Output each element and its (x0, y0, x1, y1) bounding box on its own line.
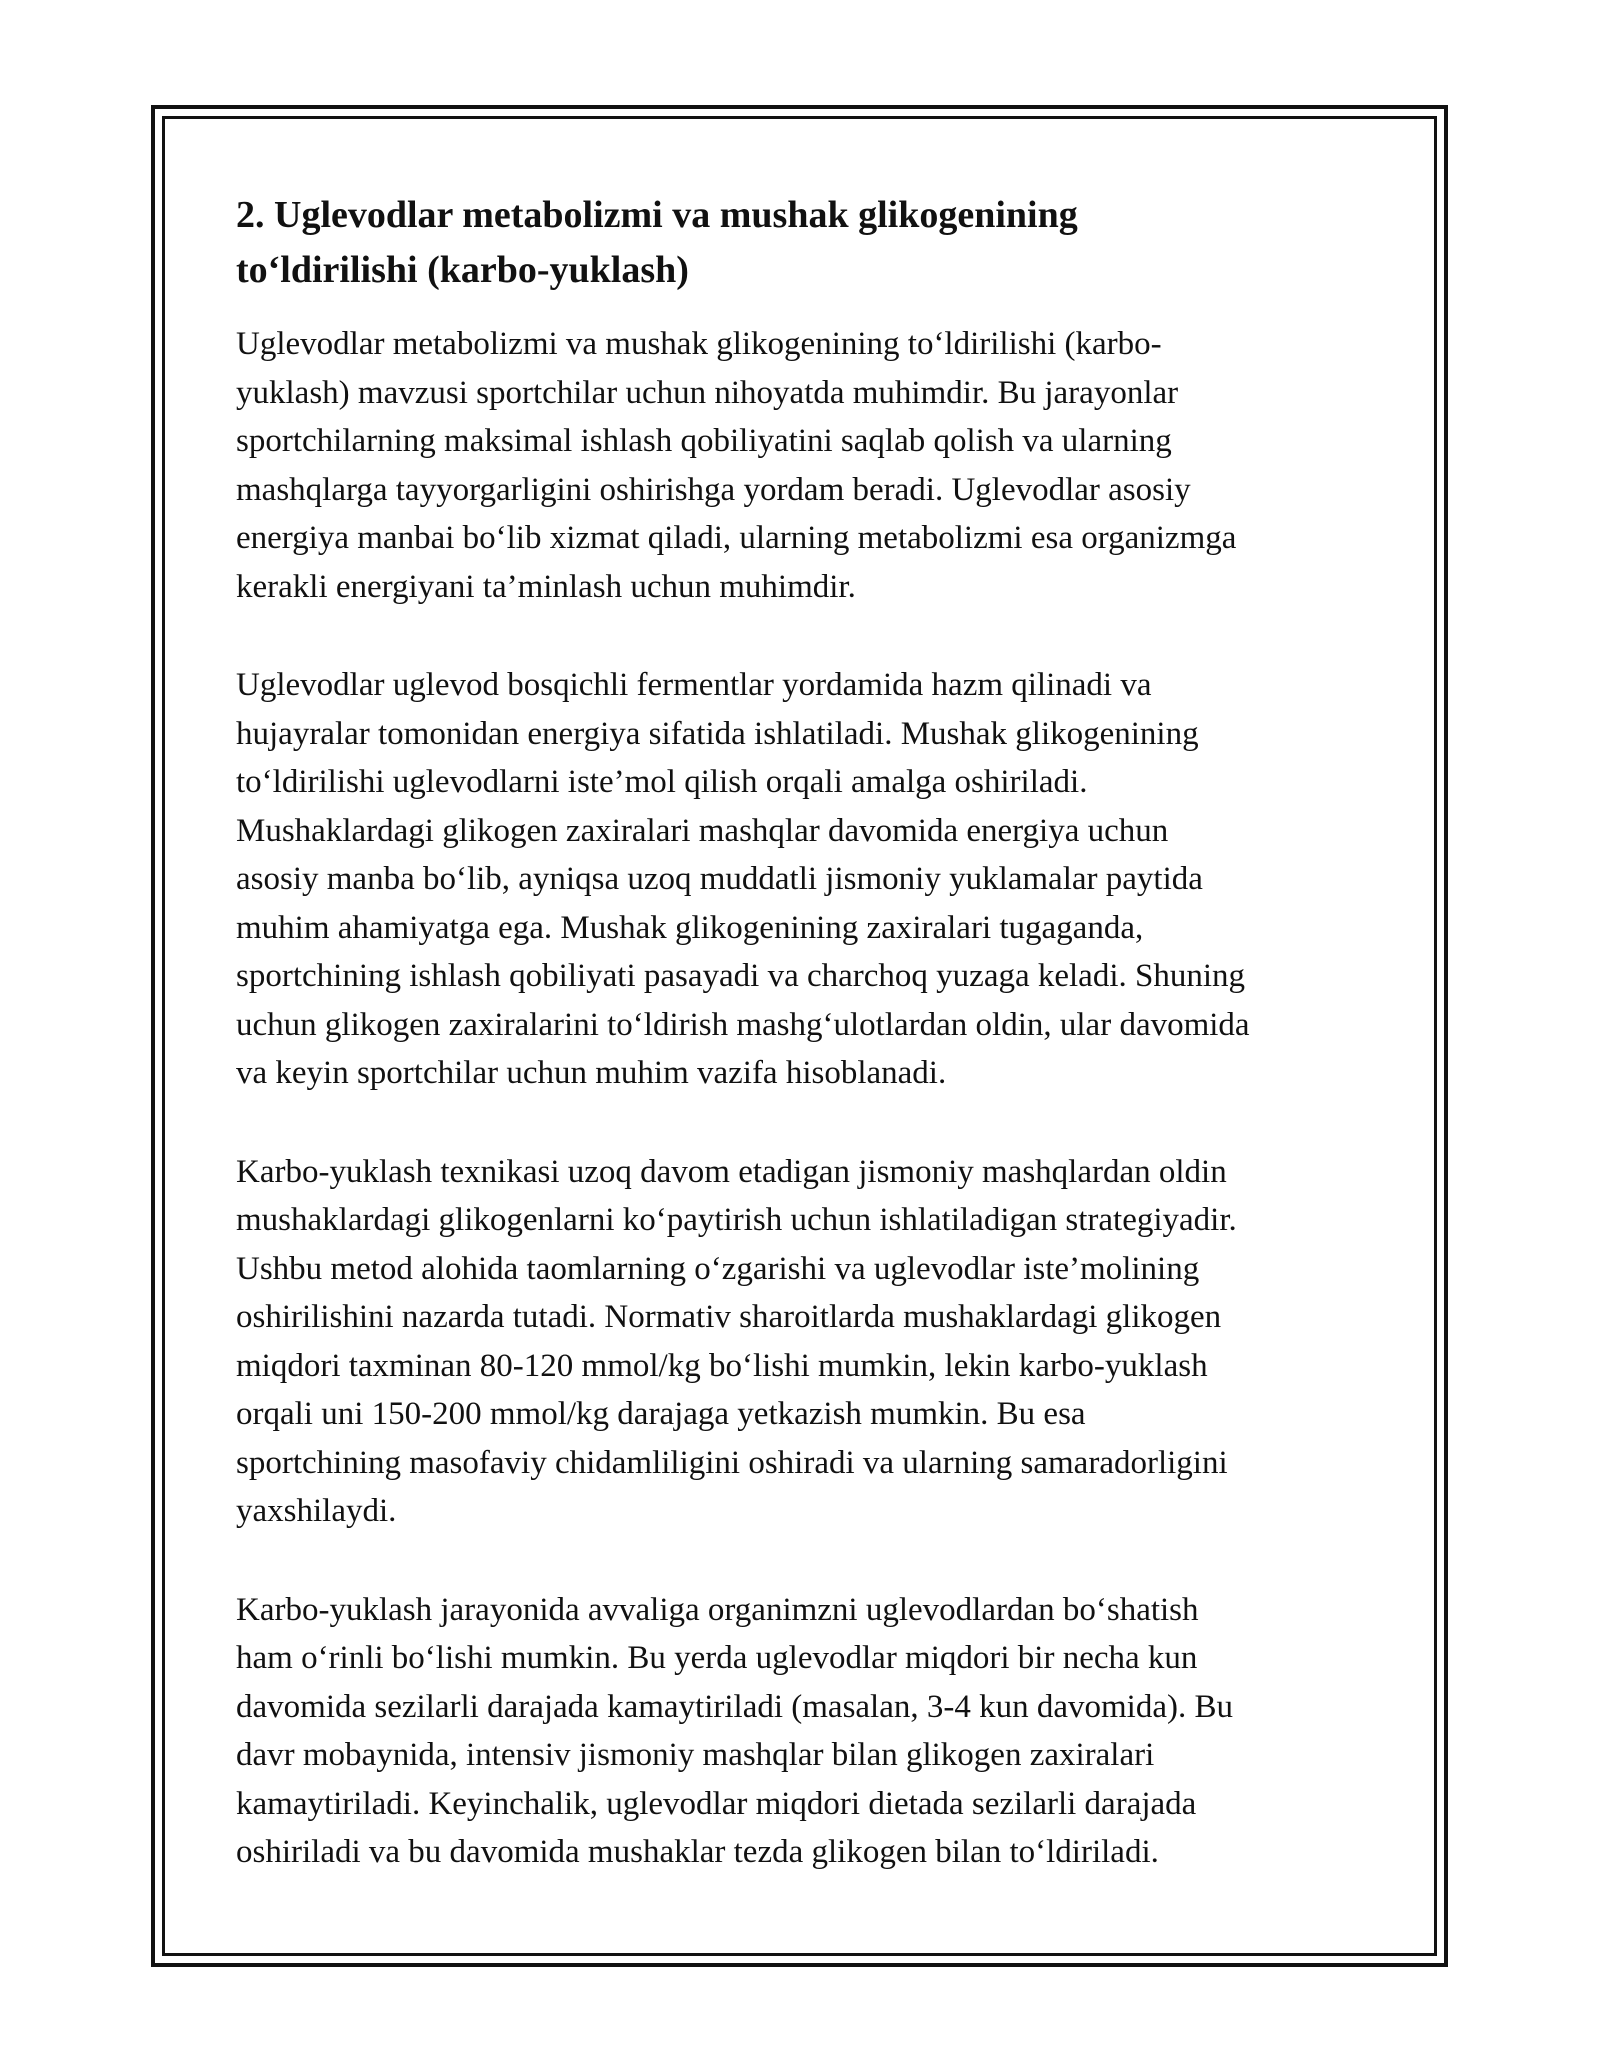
document-body (236, 188, 1366, 1927)
paragraph-2: Uglevodlar uglevod bosqichli fermentlar yordamida hazm qilinadi va hujayralar tomonidan energiya sifatida ishlatiladi. Mushak glikogenining to‘ldirilishi uglevodlarni iste’mol qilish orqali amalga oshiriladi. Mushaklardagi glikogen zaxiralari mashqlar davomida energiya uchun asosiy manba bo‘lib, ayniqsa uzoq muddatli jismoniy yuklamalar paytida muhim ahamiyatga ega. Mushak glikogenining zaxiralari tugaganda, sportchining ishlash qobiliyati pasayadi va charchoq yuzaga keladi. Shuning uchun glikogen zaxiralarini to‘ldirish mashg‘ulotlardan oldin, ular davomida va keyin sportchilar uchun muhim vazifa hisoblanadi. (236, 667, 1250, 1091)
paragraph-1: Uglevodlar metabolizmi va mushak glikogenining to‘ldirilishi (karbo- yuklash) mavzusi sportchilar uchun nihoyatda muhimdir. Bu jarayonlar sportchilarning maksimal ishlash qobiliyatini saqlab qolish va ularning mashqlarga tayyorgarligini oshirishga yordam beradi. Uglevodlar asosiy energiya manbai bo‘lib xizmat qiladi, ularning metabolizmi esa organizmga kerakli energiyani ta’minlash uchun muhimdir. (236, 326, 1237, 605)
paragraph-3: Karbo-yuklash texnikasi uzoq davom etadigan jismoniy mashqlardan oldin mushaklardagi glikogenlarni ko‘paytirish uchun ishlatiladigan strategiyadir. Ushbu metod alohida taomlarning o‘zgarishi va uglevodlar iste’molining oshirilishini nazarda tutadi. Normativ sharoitlarda mushaklardagi glikogen miqdori taxminan 80-120 mmol/kg bo‘lishi mumkin, lekin karbo-yuklash orqali uni 150-200 mmol/kg darajaga yetkazish mumkin. Bu esa sportchining masofaviy chidamliligini oshiradi va ularning samaradorligini yaxshilaydi. (236, 1153, 1237, 1529)
paragraph-4: Karbo-yuklash jarayonida avvaliga organimzni uglevodlardan bo‘shatish ham o‘rinli bo‘lishi mumkin. Bu yerda uglevodlar miqdori bir necha kun davomida sezilarli darajada kamaytiriladi (masalan, 3-4 kun davomida). Bu davr mobaynida, intensiv jismoniy mashqlar bilan glikogen zaxiralari kamaytiriladi. Keyinchalik, uglevodlar miqdori dietada sezilarli darajada oshiriladi va bu davomida mushaklar tezda glikogen bilan to‘ldiriladi. (236, 1591, 1233, 1870)
section-heading: 2. Uglevodlar metabolizmi va mushak glikogenining to‘ldirilishi (karbo-yuklash) (236, 194, 1078, 291)
